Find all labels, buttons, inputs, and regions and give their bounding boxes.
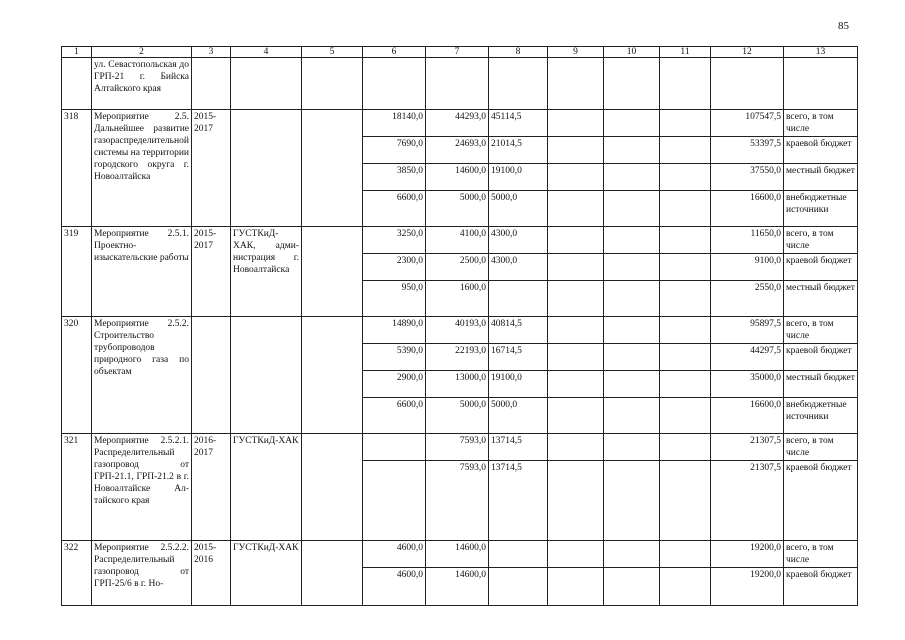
event-name-cell: ул. Севастопольская до ГРП-21 г. Бийска Алтайского края <box>92 58 192 110</box>
table-row <box>62 434 858 461</box>
value-cell-9 <box>548 541 604 568</box>
value-cell-9 <box>548 254 604 281</box>
total-cell-12: 2550,0 <box>711 281 784 317</box>
page-number: 85 <box>838 20 849 32</box>
source-cell-13: местный бюджет <box>784 164 858 191</box>
row-number-cell: 322 <box>62 541 92 606</box>
value-cell-9 <box>548 227 604 254</box>
value-cell-10 <box>604 281 660 317</box>
value-cell-7: 40193,0 <box>426 317 489 344</box>
value-cell-6 <box>363 461 426 541</box>
event-name-cell: Мероприятие 2.5.2.1. Распределительный газопровод от ГРП-21.1, ГРП-21.2 в г. Новоалтайске Алтайского края <box>92 434 192 541</box>
total-cell-12: 37550,0 <box>711 164 784 191</box>
value-cell-8: 13714,5 <box>489 461 548 541</box>
table-row <box>62 541 858 568</box>
value-cell-10 <box>604 398 660 434</box>
source-cell-13: внебюджетные источники <box>784 191 858 227</box>
value-cell-9 <box>548 58 604 110</box>
value-cell-11 <box>660 434 711 461</box>
source-cell-13: всего, в том числе <box>784 110 858 137</box>
source-cell-13: внебюджетные источники <box>784 398 858 434</box>
value-cell-10 <box>604 541 660 568</box>
value-cell-7: 7593,0 <box>426 434 489 461</box>
value-cell-9 <box>548 164 604 191</box>
value-cell-11 <box>660 398 711 434</box>
value-cell-6: 18140,0 <box>363 110 426 137</box>
event-name-cell: Мероприятие 2.5. Дальнейшее развитие газораспределительной системы на территории городского округа г. Новоалтайска <box>92 110 192 227</box>
header-cell: 10 <box>604 47 660 58</box>
col5-cell <box>302 541 363 606</box>
value-cell-10 <box>604 58 660 110</box>
table-row <box>62 227 858 254</box>
value-cell-11 <box>660 227 711 254</box>
value-cell-10 <box>604 317 660 344</box>
value-cell-8 <box>489 541 548 568</box>
executor-cell <box>231 317 302 434</box>
total-cell-12: 53397,5 <box>711 137 784 164</box>
value-cell-7 <box>426 58 489 110</box>
source-cell-13: всего, в том числе <box>784 227 858 254</box>
value-cell-7: 14600,0 <box>426 568 489 606</box>
value-cell-10 <box>604 434 660 461</box>
value-cell-9 <box>548 191 604 227</box>
header-cell: 2 <box>92 47 192 58</box>
value-cell-11 <box>660 137 711 164</box>
value-cell-11 <box>660 164 711 191</box>
header-cell: 9 <box>548 47 604 58</box>
col5-cell <box>302 58 363 110</box>
value-cell-11 <box>660 254 711 281</box>
value-cell-9 <box>548 137 604 164</box>
executor-cell: ГУСТКиД-ХАК <box>231 541 302 606</box>
total-cell-12: 19200,0 <box>711 568 784 606</box>
value-cell-10 <box>604 137 660 164</box>
value-cell-8: 40814,5 <box>489 317 548 344</box>
col5-cell <box>302 317 363 434</box>
table-row <box>62 58 858 110</box>
value-cell-9 <box>548 317 604 344</box>
source-cell-13: всего, в том числе <box>784 317 858 344</box>
row-number-cell: 319 <box>62 227 92 317</box>
value-cell-6: 6600,0 <box>363 398 426 434</box>
total-cell-12: 107547,5 <box>711 110 784 137</box>
header-cell: 3 <box>192 47 231 58</box>
value-cell-7: 1600,0 <box>426 281 489 317</box>
source-cell-13: краевой бюджет <box>784 568 858 606</box>
event-name-cell: Мероприятие 2.5.1. Проектно-изыскательские работы <box>92 227 192 317</box>
value-cell-6: 2300,0 <box>363 254 426 281</box>
value-cell-7: 7593,0 <box>426 461 489 541</box>
value-cell-9 <box>548 110 604 137</box>
row-number-cell <box>62 58 92 110</box>
value-cell-8: 16714,5 <box>489 344 548 371</box>
value-cell-6 <box>363 58 426 110</box>
header-cell: 7 <box>426 47 489 58</box>
table-row <box>62 110 858 137</box>
value-cell-11 <box>660 281 711 317</box>
value-cell-10 <box>604 461 660 541</box>
executor-cell <box>231 110 302 227</box>
value-cell-6: 4600,0 <box>363 541 426 568</box>
years-cell: 2015-2017 <box>192 110 231 227</box>
value-cell-10 <box>604 227 660 254</box>
source-cell-13: краевой бюджет <box>784 137 858 164</box>
value-cell-6: 14890,0 <box>363 317 426 344</box>
value-cell-9 <box>548 371 604 398</box>
value-cell-7: 24693,0 <box>426 137 489 164</box>
value-cell-8: 4300,0 <box>489 227 548 254</box>
col5-cell <box>302 434 363 541</box>
value-cell-7: 5000,0 <box>426 398 489 434</box>
total-cell-12: 19200,0 <box>711 541 784 568</box>
value-cell-9 <box>548 434 604 461</box>
value-cell-7: 44293,0 <box>426 110 489 137</box>
value-cell-6: 4600,0 <box>363 568 426 606</box>
value-cell-8: 19100,0 <box>489 164 548 191</box>
total-cell-12: 95897,5 <box>711 317 784 344</box>
row-number-cell: 320 <box>62 317 92 434</box>
value-cell-11 <box>660 371 711 398</box>
value-cell-6: 2900,0 <box>363 371 426 398</box>
row-number-cell: 321 <box>62 434 92 541</box>
value-cell-10 <box>604 110 660 137</box>
years-cell: 2016-2017 <box>192 434 231 541</box>
header-cell: 1 <box>62 47 92 58</box>
total-cell-12: 21307,5 <box>711 434 784 461</box>
value-cell-6 <box>363 434 426 461</box>
total-cell-12: 16600,0 <box>711 191 784 227</box>
executor-cell <box>231 58 302 110</box>
value-cell-8 <box>489 58 548 110</box>
header-cell: 11 <box>660 47 711 58</box>
total-cell-12: 16600,0 <box>711 398 784 434</box>
total-cell-12: 21307,5 <box>711 461 784 541</box>
header-cell: 5 <box>302 47 363 58</box>
value-cell-6: 5390,0 <box>363 344 426 371</box>
source-cell-13: местный бюджет <box>784 371 858 398</box>
table-row <box>62 317 858 344</box>
source-cell-13: местный бюджет <box>784 281 858 317</box>
value-cell-6: 6600,0 <box>363 191 426 227</box>
value-cell-7: 13000,0 <box>426 371 489 398</box>
col5-cell <box>302 110 363 227</box>
header-cell: 8 <box>489 47 548 58</box>
total-cell-12: 44297,5 <box>711 344 784 371</box>
value-cell-7: 5000,0 <box>426 191 489 227</box>
event-name-cell: Мероприятие 2.5.2. Строительство трубопроводов природного газа по объектам <box>92 317 192 434</box>
value-cell-11 <box>660 110 711 137</box>
value-cell-6: 3250,0 <box>363 227 426 254</box>
value-cell-11 <box>660 568 711 606</box>
value-cell-8: 45114,5 <box>489 110 548 137</box>
executor-cell: ГУСТКиД-ХАК <box>231 434 302 541</box>
source-cell-13: краевой бюджет <box>784 344 858 371</box>
source-cell-13: краевой бюджет <box>784 461 858 541</box>
value-cell-10 <box>604 344 660 371</box>
total-cell-12: 9100,0 <box>711 254 784 281</box>
header-cell: 4 <box>231 47 302 58</box>
value-cell-7: 4100,0 <box>426 227 489 254</box>
value-cell-11 <box>660 317 711 344</box>
value-cell-7: 2500,0 <box>426 254 489 281</box>
value-cell-8 <box>489 281 548 317</box>
value-cell-8: 5000,0 <box>489 191 548 227</box>
value-cell-8: 13714,5 <box>489 434 548 461</box>
value-cell-9 <box>548 568 604 606</box>
header-cell: 13 <box>784 47 858 58</box>
total-cell-12: 35000,0 <box>711 371 784 398</box>
executor-cell: ГУСТКиД-ХАК, администрация г. Новоалтайска <box>231 227 302 317</box>
value-cell-11 <box>660 541 711 568</box>
source-cell-13: краевой бюджет <box>784 254 858 281</box>
total-cell-12 <box>711 58 784 110</box>
value-cell-9 <box>548 344 604 371</box>
value-cell-10 <box>604 568 660 606</box>
budget-table <box>61 46 858 606</box>
event-name-cell: Мероприятие 2.5.2.2. Распределительный газопровод от ГРП-25/6 в г. Но- <box>92 541 192 606</box>
header-cell: 12 <box>711 47 784 58</box>
source-cell-13 <box>784 58 858 110</box>
value-cell-11 <box>660 461 711 541</box>
value-cell-7: 22193,0 <box>426 344 489 371</box>
value-cell-6: 950,0 <box>363 281 426 317</box>
years-cell: 2015-2017 <box>192 227 231 317</box>
total-cell-12: 11650,0 <box>711 227 784 254</box>
years-cell: 2015-2016 <box>192 541 231 606</box>
header-cell: 6 <box>363 47 426 58</box>
value-cell-10 <box>604 191 660 227</box>
value-cell-7: 14600,0 <box>426 541 489 568</box>
value-cell-9 <box>548 461 604 541</box>
value-cell-8: 4300,0 <box>489 254 548 281</box>
value-cell-6: 7690,0 <box>363 137 426 164</box>
value-cell-11 <box>660 58 711 110</box>
header-row <box>62 47 858 58</box>
row-number-cell: 318 <box>62 110 92 227</box>
value-cell-10 <box>604 371 660 398</box>
value-cell-11 <box>660 191 711 227</box>
source-cell-13: всего, в том числе <box>784 541 858 568</box>
value-cell-6: 3850,0 <box>363 164 426 191</box>
value-cell-10 <box>604 254 660 281</box>
value-cell-9 <box>548 281 604 317</box>
value-cell-11 <box>660 344 711 371</box>
value-cell-9 <box>548 398 604 434</box>
value-cell-8: 5000,0 <box>489 398 548 434</box>
value-cell-8: 21014,5 <box>489 137 548 164</box>
value-cell-10 <box>604 164 660 191</box>
years-cell <box>192 58 231 110</box>
value-cell-8 <box>489 568 548 606</box>
value-cell-7: 14600,0 <box>426 164 489 191</box>
value-cell-8: 19100,0 <box>489 371 548 398</box>
col5-cell <box>302 227 363 317</box>
years-cell <box>192 317 231 434</box>
source-cell-13: всего, в том числе <box>784 434 858 461</box>
